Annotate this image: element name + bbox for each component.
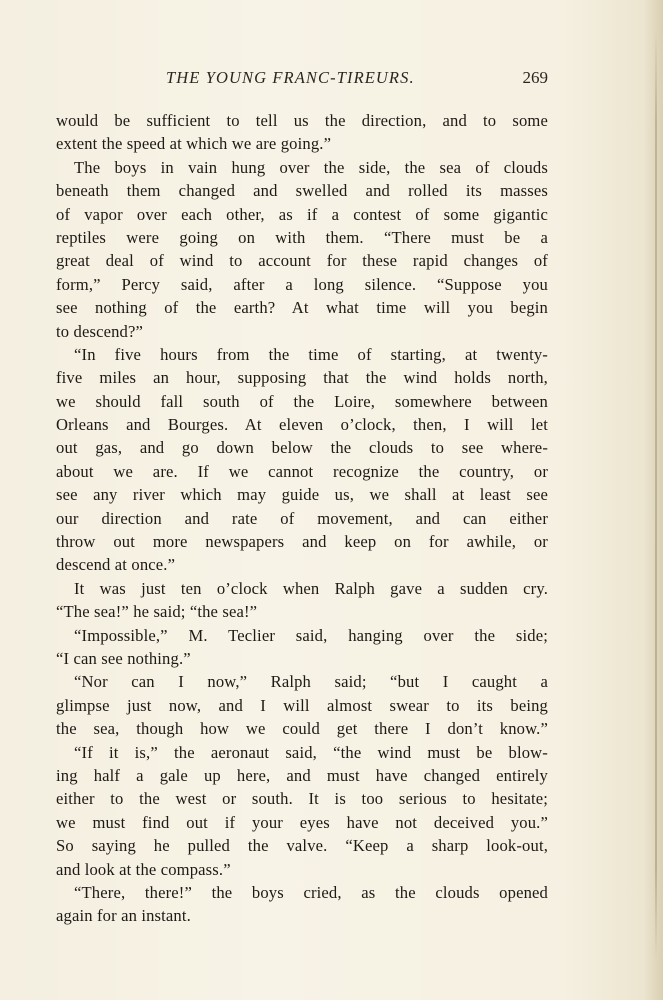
text-line: reptiles were going on with them. “There must be a (56, 227, 548, 247)
body-text (56, 109, 548, 928)
text-line: “If it is,” the aeronaut said, “the wind must be blow- (74, 742, 548, 762)
text-line: would be sufficient to tell us the direction, and to some (56, 111, 548, 130)
running-head: THE YOUNG FRANC-TIREURS. (166, 68, 415, 87)
page-header (56, 68, 548, 90)
text-line: ing half a gale up here, and must have changed entirely (56, 765, 548, 785)
text-line: The boys in vain hung over the side, the sea of clouds (74, 157, 548, 177)
text-line: and look at the compass.” (56, 859, 231, 879)
text-line: So saying he pulled the valve. “Keep a sharp look-out, (56, 836, 548, 856)
text-line: “The sea!” he said; “the sea!” (56, 602, 258, 622)
text-line: either to the west or south. It is too serious to hesitate; (56, 789, 548, 809)
text-line: descend at once.” (56, 555, 176, 575)
text-line: great deal of wind to account for these rapid changes of (56, 251, 548, 271)
text-line: “There, there!” the boys cried, as the clouds opened (74, 882, 548, 902)
page-number: 269 (522, 68, 548, 87)
text-line: see nothing of the earth? At what time will you begin (56, 298, 548, 318)
text-line: about we are. If we cannot recognize the country, or (56, 461, 548, 481)
text-line: we must find out if your eyes have not deceived you.” (56, 812, 548, 832)
text-line: form,” Percy said, after a long silence. “Suppose you (56, 274, 548, 294)
text-line: “I can see nothing.” (56, 648, 191, 668)
text-line: glimpse just now, and I will almost swear to its being (56, 695, 548, 715)
text-line: to descend?” (56, 321, 144, 341)
text-line: “Nor can I now,” Ralph said; “but I caught a (74, 672, 548, 692)
text-line: out gas, and go down below the clouds to see where- (56, 438, 548, 458)
text-line: again for an instant. (56, 906, 191, 926)
text-line: beneath them changed and swelled and rolled its masses (56, 181, 548, 201)
text-line: the sea, though how we could get there I don’t know.” (56, 719, 548, 739)
text-line: of vapor over each other, as if a contest of some gigantic (56, 204, 548, 224)
page-edge-shadow (655, 30, 657, 960)
text-line: see any river which may guide us, we shall at least see (56, 485, 548, 505)
text-line: “Impossible,” M. Teclier said, hanging over the side; (74, 625, 548, 645)
text-line: “In five hours from the time of starting, at twenty- (74, 344, 548, 364)
text-line: we should fall south of the Loire, somewhere between (56, 391, 548, 411)
text-line: Orleans and Bourges. At eleven o’clock, then, I will let (56, 415, 548, 435)
text-line: extent the speed at which we are going.” (56, 134, 332, 154)
text-line: our direction and rate of movement, and can either (56, 508, 548, 528)
text-line: It was just ten o’clock when Ralph gave a sudden cry. (74, 578, 548, 598)
text-line: throw out more newspapers and keep on for awhile, or (56, 532, 548, 552)
text-line: five miles an hour, supposing that the wind holds north, (56, 368, 548, 388)
